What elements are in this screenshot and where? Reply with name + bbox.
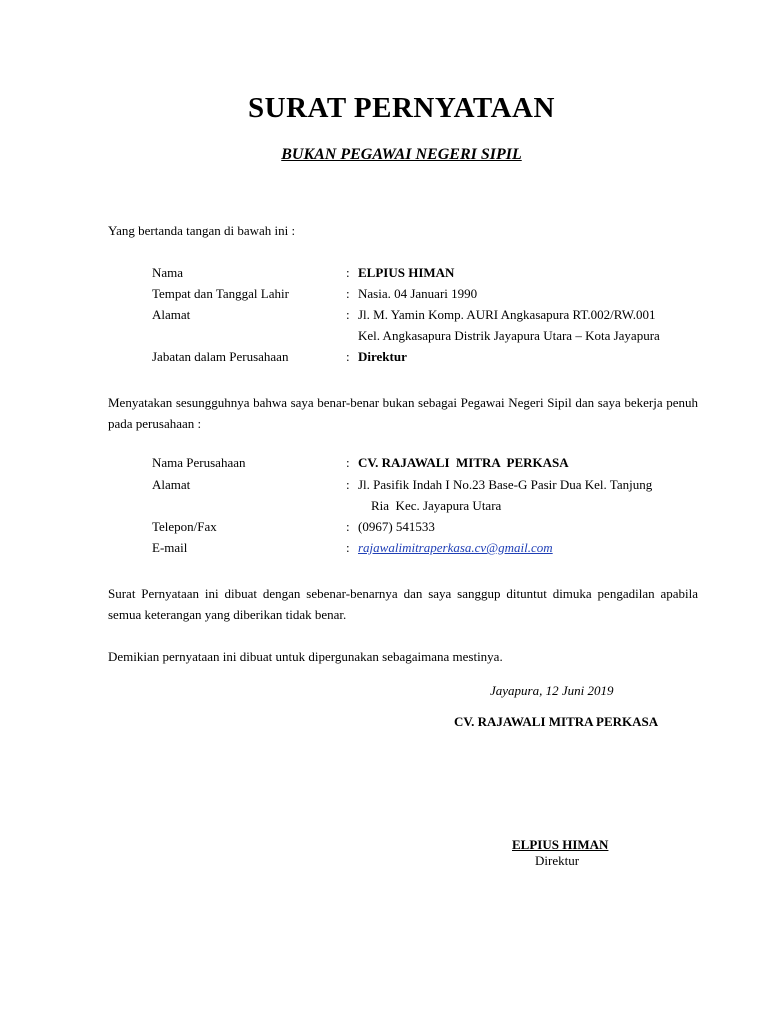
person-birth-value: Nasia. 04 Januari 1990 xyxy=(358,286,478,301)
company-phone-row xyxy=(152,519,712,540)
person-address-row xyxy=(152,307,712,328)
company-email-row xyxy=(152,540,712,561)
person-address-label: Alamat xyxy=(152,307,191,322)
company-name-row xyxy=(152,455,712,476)
company-name-label: Nama Perusahaan xyxy=(152,455,246,470)
intro-text: Yang bertanda tangan di bawah ini : xyxy=(108,223,296,238)
company-email-label: E-mail xyxy=(152,540,188,555)
colon: : xyxy=(346,286,350,301)
document-subtitle: BUKAN PEGAWAI NEGERI SIPIL xyxy=(281,146,522,163)
person-position-value: Direktur xyxy=(358,349,407,364)
company-address-line1: Jl. Pasifik Indah I No.23 Base-G Pasir Dua Kel. Tanjung xyxy=(358,477,653,492)
colon: : xyxy=(346,307,350,322)
person-birth-label: Tempat dan Tanggal Lahir xyxy=(152,286,289,301)
colon: : xyxy=(346,477,350,492)
person-address-line1: Jl. M. Yamin Komp. AURI Angkasapura RT.002/RW.001 xyxy=(358,307,656,322)
statement-paragraph: Menyatakan sesungguhnya bahwa saya benar-benar bukan sebagai Pegawai Negeri Sipil dan saya bekerja penuh pada perusahaan : xyxy=(108,395,698,431)
colon: : xyxy=(346,519,350,534)
company-phone-value: (0967) 541533 xyxy=(358,519,435,534)
signer-name: ELPIUS HIMAN xyxy=(512,837,609,852)
person-name-label: Nama xyxy=(152,265,184,280)
person-name-row xyxy=(152,265,712,286)
company-name-value: CV. RAJAWALI MITRA PERKASA xyxy=(358,455,569,470)
company-signature-name: CV. RAJAWALI MITRA PERKASA xyxy=(454,714,659,729)
company-email-link[interactable]: rajawalimitraperkasa.cv@gmail.com xyxy=(358,540,553,555)
colon: : xyxy=(346,349,350,364)
person-position-label: Jabatan dalam Perusahaan xyxy=(152,349,289,364)
commitment-paragraph: Surat Pernyataan ini dibuat dengan sebenar-benarnya dan saya sanggup dituntut dimuka pengadilan apabila semua keterangan yang diberikan tidak benar. xyxy=(108,586,698,622)
company-address-row xyxy=(152,477,712,498)
person-name-value: ELPIUS HIMAN xyxy=(358,265,455,280)
person-birth-row xyxy=(152,286,712,307)
company-address-line2: Ria Kec. Jayapura Utara xyxy=(371,498,502,513)
person-address-line2: Kel. Angkasapura Distrik Jayapura Utara – Kota Jayapura xyxy=(358,328,660,343)
signer-title: Direktur xyxy=(535,853,580,868)
colon: : xyxy=(346,540,350,555)
document-title: SURAT PERNYATAAN xyxy=(248,92,555,124)
closing-paragraph: Demikian pernyataan ini dibuat untuk dipergunakan sebagaimana mestinya. xyxy=(108,649,503,664)
company-address-label: Alamat xyxy=(152,477,191,492)
person-position-row xyxy=(152,349,712,370)
company-phone-label: Telepon/Fax xyxy=(152,519,217,534)
colon: : xyxy=(346,455,350,470)
place-date: Jayapura, 12 Juni 2019 xyxy=(490,683,614,698)
colon: : xyxy=(346,265,350,280)
